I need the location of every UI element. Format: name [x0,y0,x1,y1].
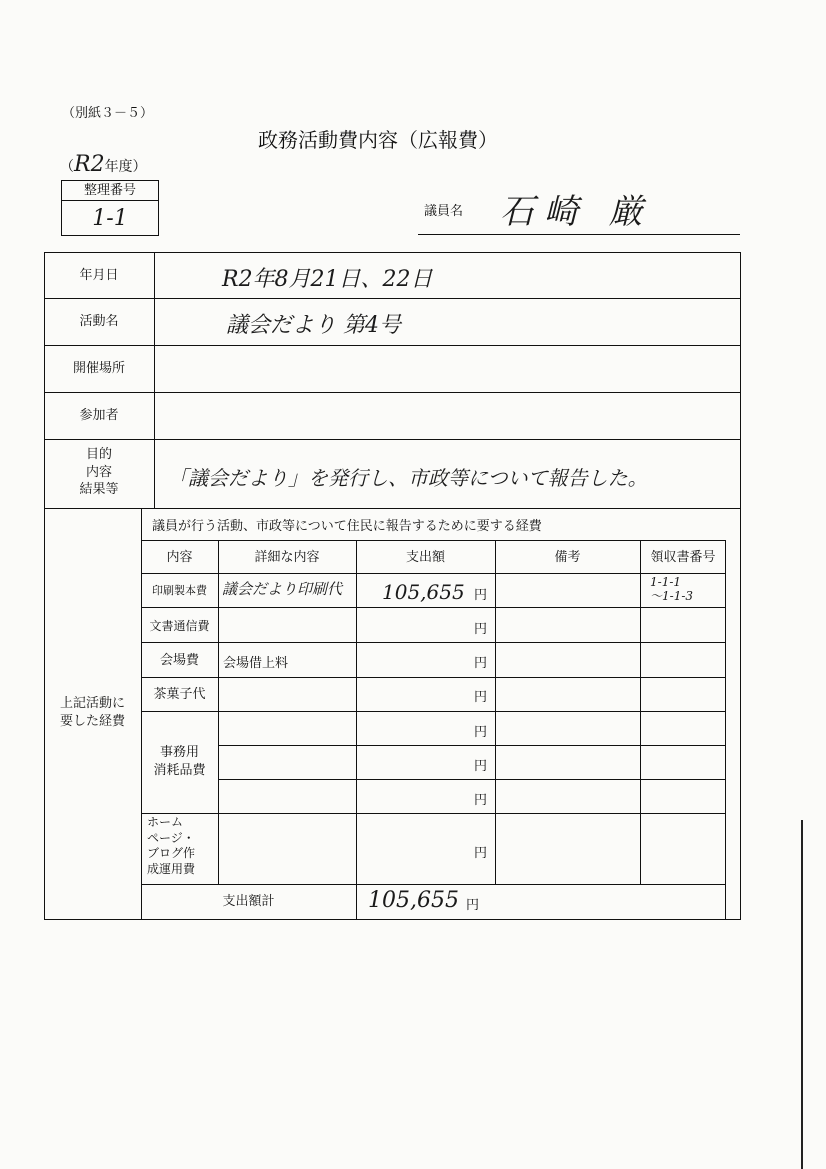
purpose-label: 目的 内容 結果等 [79,447,119,498]
total-label: 支出額計 [222,894,275,909]
col-header-amount: 支出額 [405,550,445,565]
total-yen: 円 [466,898,480,913]
row-office-yen-3: 円 [474,793,488,808]
activity-value: 議会だより 第4号 [226,313,401,338]
venue-label: 開催場所 [72,361,125,376]
col-header-remarks: 備考 [554,550,581,565]
row-print-amount: 105,655 [382,580,465,604]
col-header-content: 内容 [166,550,193,565]
page-title: 政務活動費内容（広報費） [258,128,498,152]
row-web-label: ホーム ページ・ ブログ作 成運用費 [147,815,196,876]
row-venue-yen: 円 [474,656,488,671]
row-office-yen-2: 円 [474,759,488,774]
col-header-detail: 詳細な内容 [254,550,320,565]
row-venue-label: 会場費 [159,653,199,668]
activity-label: 活動名 [79,314,119,329]
row-snacks-label: 茶菓子代 [153,687,206,702]
row-office-yen-1: 円 [474,725,488,740]
row-venue-detail: 会場借上料 [223,656,289,671]
member-underline [418,234,740,235]
seiri-value: 1-1 [92,206,128,231]
member-name-signature: 石崎 厳 [500,192,653,232]
date-value: R2年8月21日、22日 [222,267,433,292]
member-label: 議員名 [424,204,464,219]
scan-edge-line [801,820,803,1169]
fiscal-year-handwritten: R2 [74,152,105,177]
fiscal-year: （R2年度） [60,152,147,177]
col-header-receipt: 領収書番号 [650,550,716,565]
expense-section-label: 上記活動に 要した経費 [59,696,125,729]
row-print-detail: 議会だより印刷代 [222,580,343,598]
row-postage-label: 文書通信費 [149,619,210,633]
date-label: 年月日 [79,268,119,283]
row-print-receipt: 1-1-1 〜1-1-3 [650,575,694,604]
row-web-yen: 円 [474,846,488,861]
expense-description: 議員が行う活動、市政等について住民に報告するために要する経費 [152,519,542,534]
total-value: 105,655 [368,888,459,913]
row-office-label: 事務用 消耗品費 [153,745,206,778]
participants-label: 参加者 [79,408,119,423]
attachment-number: （別紙３－５） [62,106,154,121]
row-print-label: 印刷製本費 [152,584,207,597]
row-print-yen: 円 [474,588,488,603]
purpose-value: 「議会だより」を発行し、市政等について報告した。 [168,466,648,490]
row-postage-yen: 円 [474,622,488,637]
seiri-label: 整理番号 [83,183,136,198]
row-snacks-yen: 円 [474,690,488,705]
